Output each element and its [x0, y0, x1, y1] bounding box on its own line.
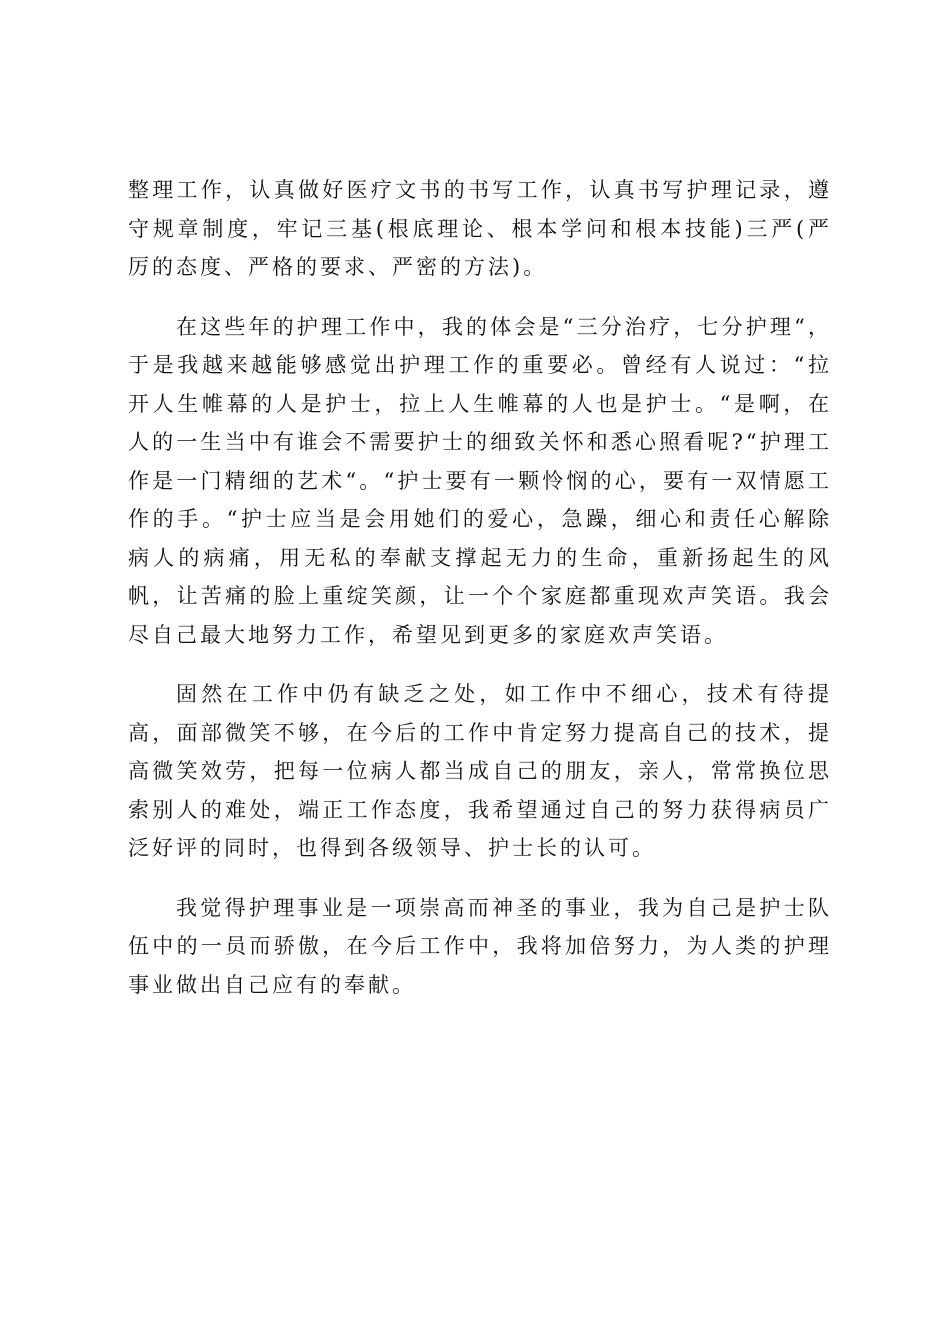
paragraph-1: 整理工作，认真做好医疗文书的书写工作，认真书写护理记录，遵守规章制度，牢记三基(根底理论、根本学问和根本技能)三严(严厉的态度、严格的要求、严密的方法)。: [128, 178, 832, 279]
document-body: [128, 171, 832, 1025]
paragraph-3: 固然在工作中仍有缺乏之处，如工作中不细心，技术有待提高，面部微笑不够，在今后的工作中肯定努力提高自己的技术，提高微笑效劳，把每一位病人都当成自己的朋友，亲人，常常换位思索别人的难处，端正工作态度，我希望通过自己的努力获得病员广泛好评的同时，也得到各级领导、护士长的认可。: [128, 682, 832, 860]
paragraph-4: 我觉得护理事业是一项崇高而神圣的事业，我为自己是护士队伍中的一员而骄傲，在今后工作中，我将加倍努力，为人类的护理事业做出自己应有的奉献。: [128, 895, 832, 997]
paragraph-2: 在这些年的护理工作中，我的体会是“三分治疗，七分护理“，于是我越来越能够感觉出护理工作的重要必。曾经有人说过：“拉开人生帷幕的人是护士，拉上人生帷幕的人也是护士。“是啊，在人的一生当中有谁会不需要护士的细致关怀和悉心照看呢?“护理工作是一门精细的艺术“。“护士要有一颗怜悯的心，要有一双情愿工作的手。“护士应当是会用她们的爱心，急躁，细心和责任心解除病人的病痛，用无私的奉献支撑起无力的生命，重新扬起生的风帆，让苦痛的脸上重绽笑颜，让一个个家庭都重现欢声笑语。我会尽自己最大地努力工作，希望见到更多的家庭欢声笑语。: [128, 314, 832, 647]
